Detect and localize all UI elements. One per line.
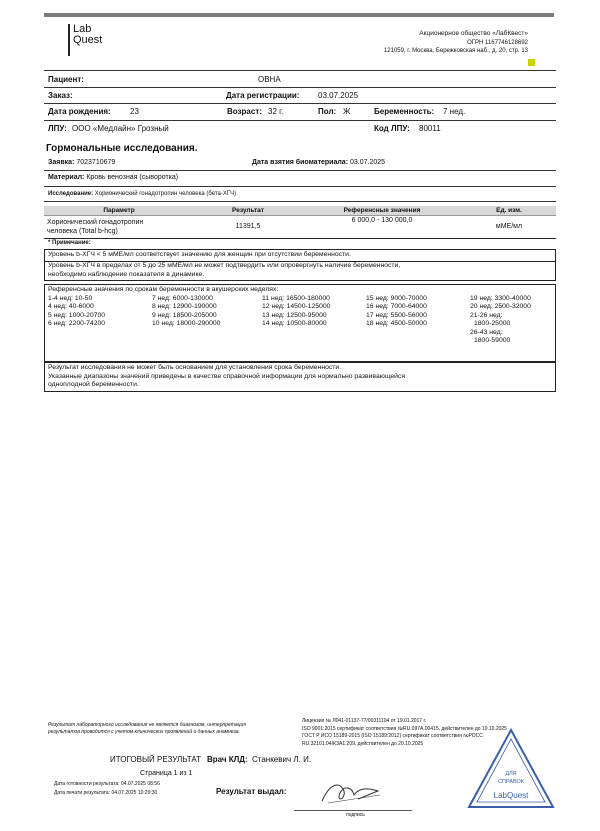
note1-box [44,249,556,262]
ref-item: 12 нед: 14500-125000 [262,303,331,311]
cell-reference: 6 000,0 - 130 000,0 [302,216,462,239]
ref-item: 19 нед: 3300-40000 [470,294,531,302]
ref-item: 14 нед: 10500-80000 [262,320,327,328]
ref-item: 20 нед: 2500-32000 [470,303,531,311]
divider [44,201,556,202]
birth-value: 23 [130,107,139,116]
biomaterial-date-value: 03.07.2025 [349,159,386,166]
ref-column [262,295,366,347]
stamp-brand: LabQuest [493,791,529,800]
cell-param [44,216,194,239]
ref-item: 6 нед: 2200-74200 [48,320,106,328]
request-value: 7023710679 [76,159,116,166]
biomaterial-date-row [252,159,385,166]
license-line3: ГОСТ Р ИСО 15189-2015 (ISO 15189:2012) сертификат соответствия №РОСС [302,733,483,739]
request-row [48,159,115,166]
pregnancy-value: 7 нед. [443,107,466,116]
note-label: * Примечание: [48,240,91,246]
material-label: Материал: [48,174,85,181]
age-label: Возраст: [227,107,262,116]
issued-label: Результат выдал: [216,787,287,796]
license-line2: ISO 9001:2015 сертификат соответствия №RU.097А.00415, действителен до 19.10.2025 [302,725,507,732]
study-value: Хорионический гонадотропин человека (бета-ХГЧ) [94,191,237,197]
ref-item: 9 нед: 18500-205000 [152,311,217,319]
ref-item: 10 нед: 18000-290000 [152,320,221,328]
license-line1: Лицензия № Л041-01137-77/00311104 от 19.01.2017 г. [302,718,427,724]
ref-grid [48,295,552,347]
col-header-reference: Референсные значения [302,206,462,216]
cell-unit: мМЕ/мл [462,216,556,239]
ref-item: 21-26 нед: [470,311,503,319]
license-line4: RU.32101.04ЖЗА1.209, действителен до 20.10.2025 [302,740,424,747]
divider [44,120,556,121]
section-title: Гормональные исследования. [46,143,198,154]
table-row [44,216,556,239]
ref-column [152,295,262,347]
study-label: Исследование: [48,191,94,197]
ref-column [366,295,470,347]
biomaterial-date-label: Дата взятия биоматериала: [252,159,349,166]
signature-caption: подпись [346,812,365,818]
disclaimer-box [44,362,556,392]
logo-line1: Lab [73,23,92,35]
ready-date: Дата готовности результата: 04.07.2025 08:56 [54,781,160,787]
print-date: Дата печати результата: 04.07.2025 10:29:30 [54,790,158,796]
doctor-value: Станкевич Л. И. [252,755,312,764]
ref-item: 5 нед: 1000-20700 [48,311,106,319]
sex-value: Ж [343,107,351,116]
company-ogrn: ОГРН 1167746128692 [467,39,528,46]
stamp-line1: ДЛЯ [505,771,517,777]
col-header-unit: Ед. изм. [462,206,556,216]
company-name: Акционерное общество «ЛабКвест» [419,30,528,37]
legal-line1: Результат лабораторного исследования не является диагнозом, интерпретация [48,722,246,728]
ref-item: 4 нед: 40-6000 [48,303,94,311]
ref-item: 18 нед: 4500-50000 [366,320,427,328]
birth-label: Дата рождения: [48,107,111,116]
ref-item: 11 нед: 16500-180000 [262,294,330,302]
ref-item: 16 нед: 7000-64000 [366,303,427,311]
pregnancy-label: Беременность: [374,107,435,116]
ref-item: 1800-25000 [474,320,511,328]
ref-item: 26-43 нед: [470,328,503,336]
ref-item: 8 нед: 12900-190000 [152,303,217,311]
signature-image [318,777,388,807]
page-label: Страница 1 из 1 [140,770,193,777]
material-value: Кровь венозная (сыворотка) [86,174,179,181]
ref-item: 1800-59000 [474,337,511,345]
col-header-param: Параметр [44,206,194,216]
logo-line2: Quest [73,34,103,46]
note1-text: Уровень b-ХГЧ < 5 мМЕ/мл соответствует значению для женщин при отсутствии беременности. [48,251,351,258]
divider [44,103,556,104]
note2-line2: необходимо наблюдение показателя в динамике. [48,270,205,278]
divider [44,70,556,71]
doctor-label: Врач КЛД: [207,755,248,764]
note2-line1: Уровень b-ХГЧ в пределах от 5 до 25 мМЕ/мл не может подтвердить или опровергнуть наличие беременности, [48,262,401,269]
ref-item: 17 нед: 5500-56000 [366,311,427,319]
material-row [48,174,178,181]
ref-item: 7 нед: 6000-130000 [152,294,213,302]
col-header-result: Результат [194,206,302,216]
company-address: 121059, г. Москва, Бережковская наб., д. 20, стр. 13 [383,48,528,54]
study-row [48,191,236,197]
divider [44,186,556,187]
final-result-label: ИТОГОВЫЙ РЕЗУЛЬТАТ [110,755,201,764]
patient-label: Пациент: [48,75,84,84]
labquest-logo [68,24,108,56]
param-line1: Хорионический гонадотропин [47,219,144,226]
header-bar [44,13,554,17]
reference-weeks-box [44,284,556,362]
reg-date-value: 03.07.2025 [318,91,359,100]
divider [44,170,556,171]
request-label: Заявка: [48,159,75,166]
disclaimer-line1: Результат исследования не может быть основанием для установления срока беременности. [48,364,342,371]
reg-date-label: Дата регистрации: [226,91,300,100]
ref-title: Референсные значения по срокам беременности в акушерских неделях: [48,286,279,293]
accent-square [528,59,535,66]
lpu-code-label: Код ЛПУ: [374,124,410,133]
sex-label: Пол: [318,107,337,116]
cell-result: 11391,5 [194,216,302,239]
labquest-stamp [466,727,556,811]
company-info [288,30,528,56]
ref-item: 13 нед: 12500-95000 [262,311,327,319]
legal-line2: результатов проводится с учетом клинических проявлений и данных анамнеза. [48,729,240,735]
ref-column [48,295,152,347]
order-label: Заказ: [48,91,73,100]
age-value: 32 г. [268,107,284,116]
divider [44,87,556,88]
ref-item: 15 нед: 9000-70000 [366,294,427,302]
legal-note [48,722,246,736]
stamp-line2: СПРАВОК [498,779,524,785]
lpu-code-value: 80011 [419,124,441,133]
signature-line [294,810,412,811]
disclaimer-line3: одноплодной беременности. [48,381,139,388]
disclaimer-line2: Указанные диапазоны значений приведены в качестве справочной информации для нормально развивающейся [48,372,405,380]
lpu-label: ЛПУ: [48,124,67,133]
lpu-value: ООО «Медлайн» Грозный [72,124,169,133]
note2-box [44,261,556,281]
param-line2: человека (Total b-hcg) [47,228,118,235]
ref-column [470,295,560,347]
patient-value: ОВНА [258,75,281,84]
ref-item: 1-4 нед: 10-50 [48,294,93,302]
results-table [44,206,556,239]
